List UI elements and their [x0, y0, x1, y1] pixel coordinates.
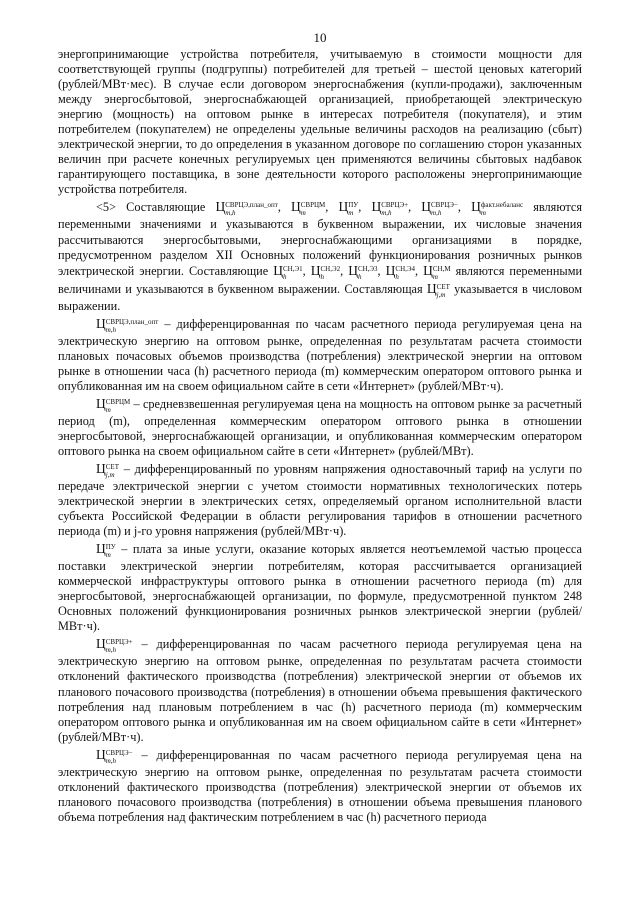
- symbol-minus-def: Ц СВРЦЭ− m,h: [96, 746, 133, 765]
- definition-minus: [58, 747, 582, 825]
- symbol-plus-def: Ц СВРЦЭ+ m,h: [96, 636, 133, 655]
- footnote-tail2: указывается в числовом выражении.: [58, 281, 583, 313]
- paragraph-footnote-5: <5> Составляющие Ц СВРЦЭ,план_опт m,h , Ц СВРЦМ m , Ц ПУ m , Ц СВРЦЭ+ m,h , Ц СВРЦЭ− m,h , Ц факт.небаланс m являются переменными значениями и указываются в буквенном выражении, их числовые значения рассчитываются энергосбытовыми, энергоснабжающими организациями в порядке, предусмотренном разделом XII Основных положений функционирования розничных рынков электрической энергии. Составляющие Ц СН,Э1 h , Ц СН,Э2 h , Ц СН,Э3 h , Ц СН,Э4 h , Ц СН,М m являются переменными величинами и указываются в буквенном выражении. Составляющая Ц СЕТ j,m указывается в числовом выражении.: [58, 199, 583, 313]
- footnote-middle: являются переменными значениями и указываются в буквенном выражении, их числовые значения рассчитываются энергосбытовыми, энергоснабжающими организациями в порядке, предусмотренном разделом XII Основных положений функционирования розничных рынков электрической энергии. Составляющие: [58, 200, 582, 278]
- symbol-set-def: Ц СЕТ j,m: [96, 460, 119, 479]
- page-number: 10: [313, 30, 327, 45]
- symbol-plan-opt-def: Ц СВРЦЭ,план_опт m,h: [96, 315, 159, 334]
- symbol-minus: Ц СВРЦЭ− m,h: [421, 199, 458, 218]
- document-body: [58, 47, 582, 825]
- definition-pu-text: – плата за иные услуги, оказание которых является неотъемлемой частью процесса поставки электрической энергии потребителям, которая рассчитывается организацией коммерческой инфраструктуры оптового рынка в отношении расчетного периода (m) для энергосбытовой, энергоснабжающей организации, по формуле, предусмотренной пунктом 248 Основных положений функционирования розничных рынков электрической энергии (рублей/МВт·ч).: [58, 542, 582, 634]
- footnote-lead: <5> Составляющие: [96, 200, 206, 215]
- symbol-set: Ц СЕТ j,m: [426, 280, 450, 299]
- definition-plan-opt: [58, 316, 582, 394]
- symbol-sn2: Ц СН,Э2 h: [310, 262, 341, 281]
- definition-plus: [58, 636, 582, 744]
- symbol-plan-opt: Ц СВРЦЭ,план_опт m,h: [215, 199, 278, 218]
- symbol-plus: Ц СВРЦЭ+ m,h: [371, 199, 409, 218]
- symbol-pu-def: Ц ПУ m: [96, 541, 116, 560]
- definition-set: [58, 461, 582, 539]
- definition-minus-text: – дифференцированная по часам расчетного периода регулируемая цена на электрическую энергию на оптовом рынке, определенная по результатам расчета стоимости отклонений фактического производства (потребления) электрической энергии от объемов их планового почасового производства (потребления) в отношении объема превышения планового объема потребления над фактическим потреблением в час (h) расчетного периода: [58, 747, 583, 824]
- paragraph-intro: энергопринимающие устройства потребителя, учитываемую в стоимости мощности для соответствующей группы (подгруппы) потребителей для третьей – шестой ценовых категорий (рублей/МВт·мес). В случае если договором энергоснабжения (купли-продажи), заключенным между энергосбытовой, энергоснабжающей организацией, приобретающей электрическую энергию (мощность) на оптовом рынке в интересах потребителя (покупателя), и этим потребителем (покупателем) не определены удельные величины расходов на реализацию (сбыт) электрической энергии, то до определения в указанном договоре по соглашению сторон указанных величин при расчете конечных регулируемых цен применяются величины сбытовых надбавок гарантирующего поставщика, в зоне деятельности которого расположены энергопринимающие устройства потребителя.: [58, 47, 582, 197]
- symbol-snm: Ц СН,М m: [423, 262, 451, 281]
- definition-plus-text: – дифференцированная по часам расчетного периода регулируемая цена на электрическую энергию на оптовом рынке, определенная по результатам расчета стоимости отклонений фактического производства (потребления) электрической энергии от объемов их планового почасового производства (потребления) в отношении объема превышения фактического потребления над плановым потреблением в час (h) расчетного периода (m) коммерческим оператором оптового рынка и опубликованная им на своем официальном сайте в сети «Интернет» (рублей/МВт·ч).: [58, 637, 583, 744]
- symbol-cm-def: Ц СВРЦМ m: [96, 395, 131, 414]
- definition-cm: [58, 396, 582, 459]
- definition-set-text: – дифференцированный по уровням напряжения одноставочный тариф на услуги по передаче электрической энергии с учетом стоимости нормативных технологических потерь электрической энергии в электрических сетях, определяемый органом исполнительной власти субъекта Российской Федерации в области регулирования тарифов в отношении расчетного периода (m) и j-го уровня напряжения (рублей/МВт·ч).: [58, 461, 582, 539]
- symbol-sn1: Ц СН,Э1 h: [273, 262, 303, 281]
- definition-cm-text: – средневзвешенная регулируемая цена на мощность на оптовом рынке за расчетный период (m), определенная коммерческим оператором оптового рынка в отношении энергосбытовой, энергоснабжающей организации, и опубликованная коммерческим оператором оптового рынка на своем официальном сайте в сети «Интернет» (рублей/МВт).: [58, 396, 582, 458]
- symbol-fact: Ц факт.небаланс m: [471, 199, 524, 218]
- symbol-pu: Ц ПУ m: [338, 199, 359, 218]
- symbol-sn4: Ц СН,Э4 h: [385, 262, 416, 281]
- definition-pu: [58, 541, 582, 634]
- symbol-cm: Ц СВРЦМ m: [291, 199, 326, 218]
- symbol-sn3: Ц СН,Э3 h: [348, 262, 378, 281]
- footnote-tail1: являются переменными величинами и указываются в буквенном выражении. Составляющая: [58, 263, 583, 296]
- definition-plan-opt-text: – дифференцированная по часам расчетного периода регулируемая цена на электрическую энергию на оптовом рынке, определенная по результатам расчета стоимости плановых почасовых объемов производства (потребления) электрической энергии на оптовом рынке в отношении часа (h) расчетного периода (m) коммерческим оператором оптового рынка и опубликованная им на своем официальном сайте в сети «Интернет» (рублей/МВт·ч).: [58, 316, 583, 393]
